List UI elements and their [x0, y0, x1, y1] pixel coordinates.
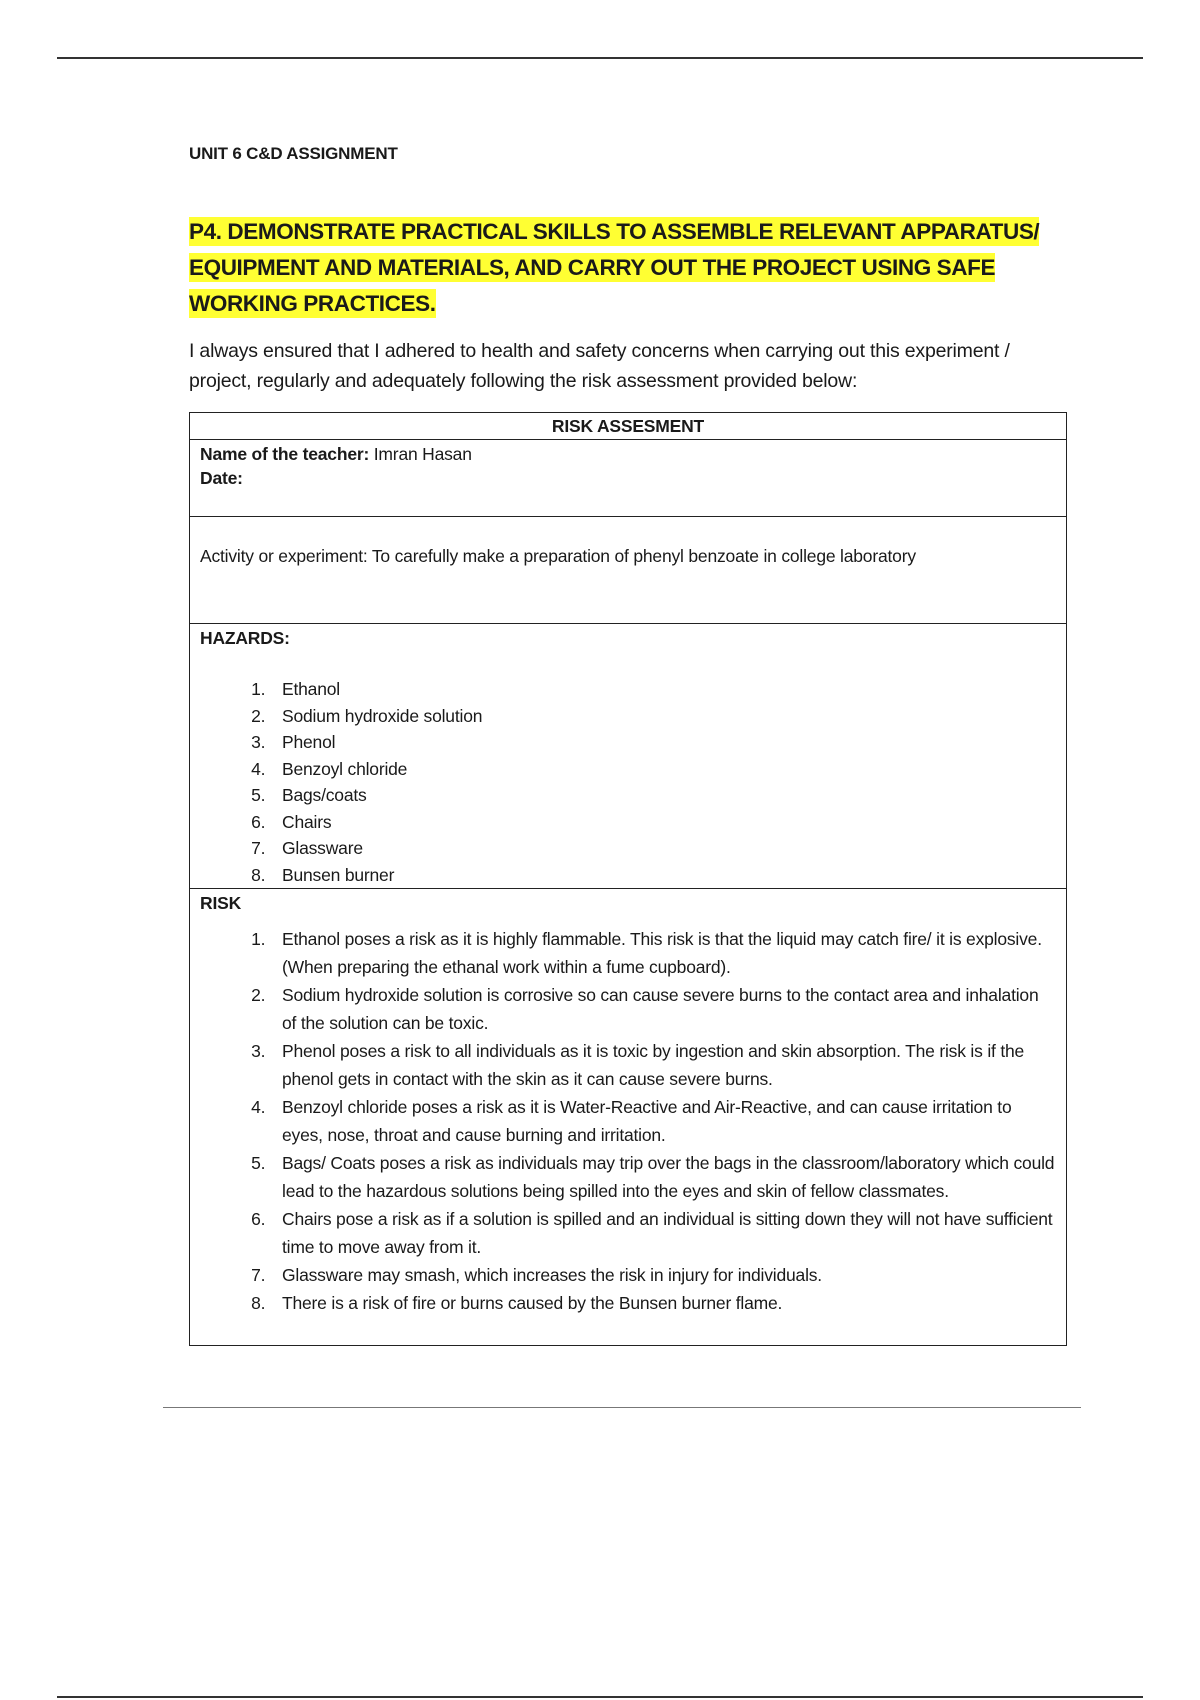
risk-label: RISK [200, 893, 242, 913]
list-item: 2. Sodium hydroxide solution is corrosive so can cause severe burns to the contact area and inhalation of the solution can be toxic. [270, 981, 1056, 1037]
list-item: 3. Phenol poses a risk to all individuals as it is toxic by ingestion and skin absorption. The risk is if the phenol gets in contact with the skin as it can cause severe burns. [270, 1037, 1056, 1093]
list-item: 7. Glassware may smash, which increases the risk in injury for individuals. [270, 1261, 1056, 1289]
page-divider [163, 1407, 1081, 1408]
teacher-info-cell [190, 440, 1067, 517]
risk-list [200, 925, 1056, 1317]
unit-title: UNIT 6 C&D ASSIGNMENT [189, 144, 398, 163]
teacher-line [200, 442, 1056, 466]
list-item: 7. Glassware [270, 835, 1056, 862]
list-item: 5. Bags/ Coats poses a risk as individuals may trip over the bags in the classroom/laboratory which could lead to the hazardous solutions being spilled into the eyes and skin of fellow classmates. [270, 1149, 1056, 1205]
document-page [189, 140, 1069, 1346]
risk-assessment-table [189, 412, 1067, 1346]
page-bottom-rule [57, 1696, 1143, 1698]
teacher-name: Imran Hasan [369, 444, 472, 464]
table-title: RISK ASSESMENT [190, 413, 1067, 440]
list-item: 4. Benzoyl chloride [270, 756, 1056, 783]
list-item: 5. Bags/coats [270, 782, 1056, 809]
list-item: 1. Ethanol poses a risk as it is highly flammable. This risk is that the liquid may catch fire/ it is explosive. (When preparing the ethanal work within a fume cupboard). [270, 925, 1056, 981]
date-label: Date: [200, 468, 243, 488]
list-item: 2. Sodium hydroxide solution [270, 703, 1056, 730]
hazard-list [200, 676, 1056, 888]
activity-cell [190, 517, 1067, 624]
activity-text: Activity or experiment: To carefully make a preparation of phenyl benzoate in college laboratory [200, 546, 916, 566]
list-item: 8. There is a risk of fire or burns caused by the Bunsen burner flame. [270, 1289, 1056, 1317]
list-item: 6. Chairs pose a risk as if a solution is spilled and an individual is sitting down they will not have sufficient time to move away from it. [270, 1205, 1056, 1261]
highlighted-heading-text: P4. DEMONSTRATE PRACTICAL SKILLS TO ASSEMBLE RELEVANT APPARATUS/ EQUIPMENT AND MATERIALS, AND CARRY OUT THE PROJECT USING SAFE WORKING PRACTICES. [189, 219, 1040, 316]
risk-cell [190, 889, 1067, 1346]
list-item: 6. Chairs [270, 809, 1056, 836]
section-heading [189, 214, 1069, 322]
list-item: 3. Phenol [270, 729, 1056, 756]
hazards-cell [190, 624, 1067, 889]
hazards-label: HAZARDS: [200, 628, 290, 648]
list-item: 8. Bunsen burner [270, 862, 1056, 889]
teacher-label: Name of the teacher: [200, 444, 370, 464]
intro-paragraph: I always ensured that I adhered to health and safety concerns when carrying out this experiment / project, regularly and adequately following the risk assessment provided below: [189, 340, 1010, 392]
page-top-rule [57, 57, 1143, 59]
list-item: 1. Ethanol [270, 676, 1056, 703]
list-item: 4. Benzoyl chloride poses a risk as it is Water-Reactive and Air-Reactive, and can cause irritation to eyes, nose, throat and cause burning and irritation. [270, 1093, 1056, 1149]
